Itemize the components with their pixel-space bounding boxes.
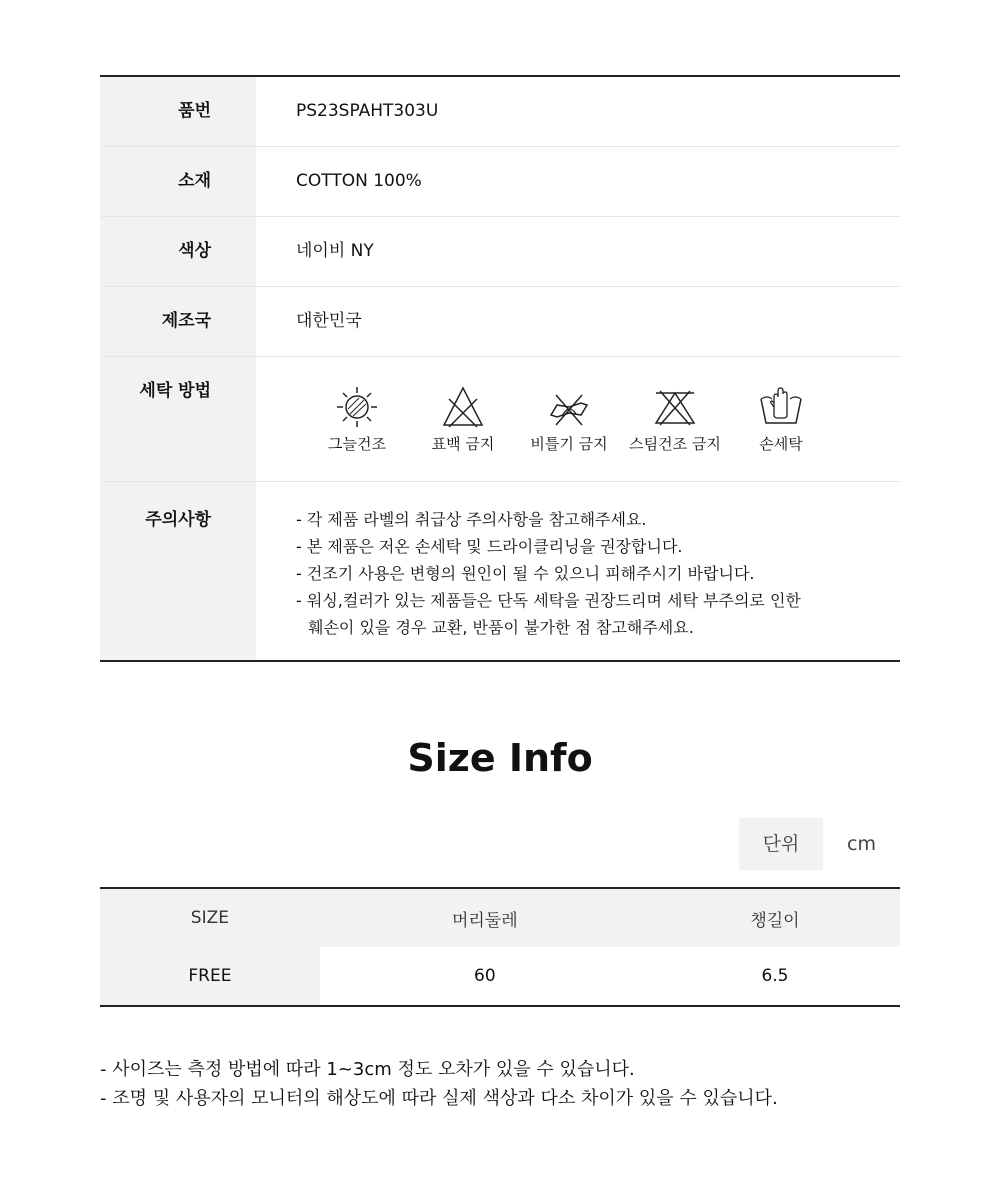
shade-dry-icon	[334, 385, 380, 429]
size-table-header	[100, 888, 900, 947]
wash-icons	[256, 357, 900, 481]
product-spec-table	[100, 75, 900, 662]
spec-value: 대한민국	[296, 311, 362, 331]
size-notes	[100, 1055, 778, 1113]
unit-indicator	[739, 818, 900, 870]
caution-line: - 건조기 사용은 변형의 원인이 될 수 있으니 피해주시기 바랍니다.	[296, 564, 755, 583]
wash-label: 표백 금지	[431, 435, 495, 453]
size-table	[100, 887, 900, 1007]
spec-label: 세탁 방법	[100, 357, 256, 481]
spec-value: COTTON 100%	[296, 171, 422, 191]
spec-row-country	[100, 287, 900, 357]
wash-item	[516, 385, 622, 481]
wash-item	[304, 385, 410, 481]
spec-label: 소재	[100, 147, 256, 216]
spec-row-material	[100, 147, 900, 217]
spec-row-washing	[100, 357, 900, 482]
spec-value: 네이비 NY	[296, 241, 374, 261]
size-info-title: Size Info	[407, 736, 593, 780]
wash-item	[622, 385, 728, 481]
unit-value: cm	[847, 833, 876, 855]
column-header: SIZE	[100, 888, 320, 947]
caution-line: - 각 제품 라벨의 취급상 주의사항을 참고해주세요.	[296, 510, 647, 529]
spec-row-cautions	[100, 482, 900, 660]
column-header: 챙길이	[650, 888, 900, 947]
unit-label: 단위	[739, 818, 823, 870]
caution-line: 훼손이 있을 경우 교환, 반품이 불가한 점 참고해주세요.	[308, 618, 694, 637]
no-bleach-icon	[440, 385, 486, 429]
wash-label: 그늘건조	[328, 435, 386, 453]
wash-label: 스팀건조 금지	[629, 435, 721, 453]
column-header: 머리둘레	[320, 888, 650, 947]
no-steam-dry-icon	[652, 385, 698, 429]
spec-label: 주의사항	[100, 482, 256, 660]
size-cell: 60	[474, 966, 496, 986]
size-cell: FREE	[100, 947, 320, 1006]
caution-line: - 본 제품은 저온 손세탁 및 드라이클리닝을 권장합니다.	[296, 537, 683, 556]
spec-label: 품번	[100, 77, 256, 146]
wash-item	[728, 385, 834, 481]
spec-label: 제조국	[100, 287, 256, 356]
caution-line: - 워싱,컬러가 있는 제품들은 단독 세탁을 권장드리며 세탁 부주의로 인한	[296, 591, 801, 610]
wash-item	[410, 385, 516, 481]
no-wring-icon	[546, 385, 592, 429]
hand-wash-icon	[758, 385, 804, 429]
spec-label: 색상	[100, 217, 256, 286]
wash-label: 손세탁	[759, 435, 803, 453]
size-note: - 사이즈는 측정 방법에 따라 1~3cm 정도 오차가 있을 수 있습니다.	[100, 1059, 635, 1080]
size-cell: 6.5	[761, 966, 789, 986]
spec-value: PS23SPAHT303U	[296, 101, 439, 121]
table-row	[100, 947, 900, 1006]
size-note: - 조명 및 사용자의 모니터의 해상도에 따라 실제 색상과 다소 차이가 있을 수 있습니다.	[100, 1088, 778, 1109]
wash-label: 비틀기 금지	[530, 435, 608, 453]
spec-row-color	[100, 217, 900, 287]
caution-notes	[256, 482, 900, 660]
spec-row-product-code	[100, 77, 900, 147]
